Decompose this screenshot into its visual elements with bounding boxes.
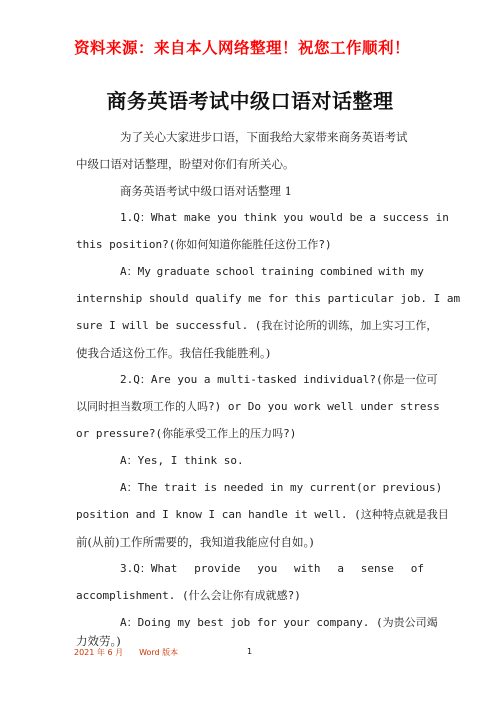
answer-line: sure I will be successful. (我在讨论所的训练，加上实习工作，	[76, 319, 438, 332]
word: of	[410, 562, 424, 575]
word: a	[337, 562, 344, 575]
answer-line: position and I know I can handle it well. (这种特点就是我目	[76, 508, 449, 521]
answer-line: internship should qualify me for this particular job. I am	[76, 292, 461, 305]
question-line: accomplishment. (什么会让你有成就感?)	[76, 589, 301, 602]
answer-line-justified	[120, 264, 424, 280]
question-line: 1.Q：What make you think you would be a success in	[120, 211, 449, 224]
word: with	[294, 562, 321, 575]
question-line: or pressure?(你能承受工作上的压力吗?)	[76, 427, 297, 440]
word: my	[410, 265, 424, 278]
word: combined	[319, 265, 373, 278]
paragraph-line: 为了关心大家进步口语，下面我给大家带来商务英语考试	[120, 130, 408, 144]
source-banner: 资料来源：来自本人网络整理！祝您工作顺利！	[74, 39, 411, 57]
page-number: 1	[247, 647, 253, 656]
word: school	[215, 265, 256, 278]
footer-date-label: 2021 年 6 月 Word 版本	[74, 648, 179, 657]
answer-line: A：The trait is needed in my current(or previous)	[120, 481, 443, 494]
question-line: 以同时担当数项工作的人吗?) or Do you work well under stress	[76, 400, 440, 413]
answer-line: 力效劳。)	[76, 634, 121, 648]
word: provide	[194, 562, 241, 575]
word: A：My	[120, 265, 151, 278]
page-title: 商务英语考试中级口语对话整理	[106, 89, 394, 113]
question-line-justified	[120, 561, 424, 577]
answer-line: A：Doing my best job for your company. (为贵公司竭	[120, 616, 438, 629]
answer-line: A：Yes, I think so.	[120, 454, 244, 467]
word: sense	[360, 562, 394, 575]
section-subtitle: 商务英语考试中级口语对话整理 1	[120, 184, 292, 198]
word: with	[378, 265, 405, 278]
word: training	[260, 265, 314, 278]
paragraph-line: 中级口语对话整理，盼望对你们有所关心。	[76, 157, 295, 171]
answer-line: 使我合适这份工作。我信任我能胜利。)	[76, 346, 271, 360]
word: graduate	[156, 265, 210, 278]
word: 3.Q：What	[120, 562, 178, 575]
question-line: 2.Q：Are you a multi-tasked individual?(你是一位可	[120, 373, 438, 386]
answer-line: 前(从前)工作所需要的，我知道我能应付自如。)	[76, 535, 314, 549]
word: you	[257, 562, 278, 575]
question-line: this position?(你如何知道你能胜任这份工作?)	[76, 238, 332, 251]
